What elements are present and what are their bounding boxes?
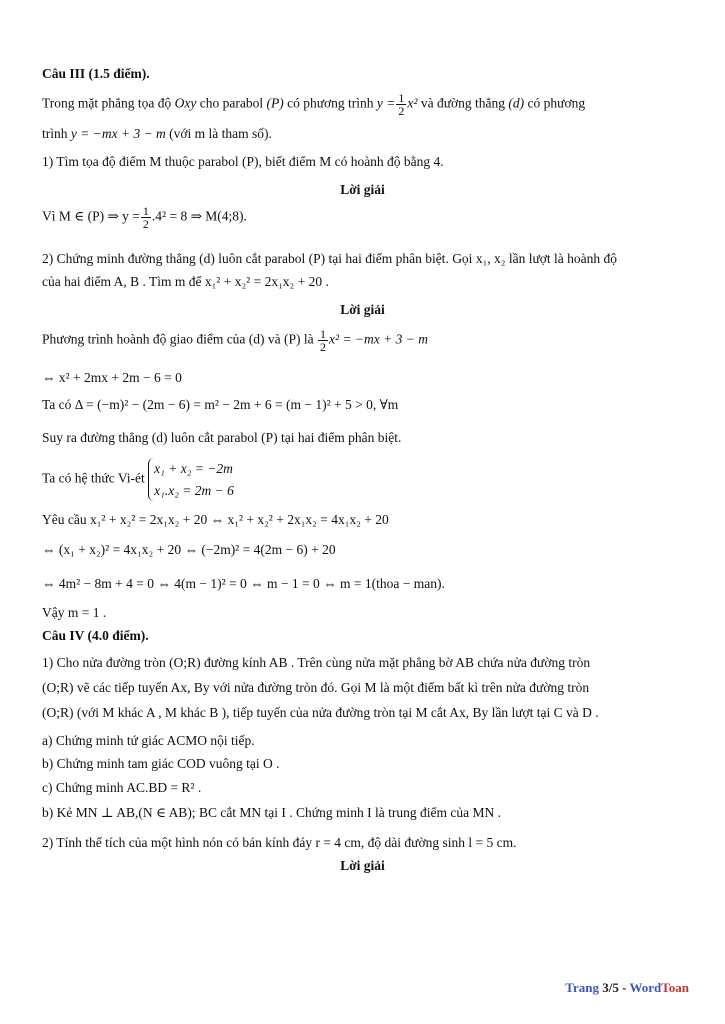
q3-intro-c: có phương trình	[287, 95, 374, 111]
q3-intro-d: và đường thẳng	[420, 95, 506, 111]
q4-line2: (O;R) vẽ các tiếp tuyến Ax, By với nửa đường tròn đó. Gọi M là một điểm bất kì trên nửa đường tròn	[42, 680, 590, 695]
q4-heading: Câu IV (4.0 điểm).	[42, 628, 149, 643]
solution-step-3: Ta có Δ = (−m)² − (2m − 6) = m² − 2m + 6 = (m − 1)² + 5 > 0, ∀m	[42, 397, 399, 412]
q3-intro-line1	[42, 92, 685, 117]
brand-toan: Toan	[661, 980, 689, 995]
q4-part-a: a) Chứng minh tứ giác ACMO nội tiếp.	[42, 733, 255, 748]
brand-word: Word	[629, 980, 662, 995]
solution-label: Lời giải	[340, 182, 385, 197]
solution-step-8: ⇔ 4m² − 8m + 4 = 0 ⇔ 4(m − 1)² = 0 ⇔ m − 1 = 0 ⇔ m = 1(thoa − man).	[42, 576, 445, 591]
q3-intro-e: có phương	[527, 95, 586, 111]
fraction-half: $\frac{1}{2}$	[320, 327, 327, 354]
q3-intro-p: (P)	[266, 95, 284, 111]
q3-intro-oxy: Oxy	[174, 95, 197, 111]
solution-label: Lời giải	[340, 858, 385, 873]
q4-line1: 1) Cho nửa đường tròn (O;R) đường kính AB . Trên cùng nửa mặt phẳng bờ AB chứa nửa đường tròn	[42, 655, 591, 670]
q3-intro-line2: trình y = −mx + 3 − m (với m là tham số).	[42, 126, 272, 141]
solution-step-1: Phương trình hoành độ giao điểm của (d) và (P) là $\frac{1}{2}$ x² = −mx + 3 − m	[42, 327, 429, 354]
q3-intro-eq-rhs: x²	[407, 95, 418, 111]
q4-part-b: b) Chứng minh tam giác COD vuông tại O .	[42, 756, 280, 771]
vieta-system: Ta có hệ thức Vi-ét x₁ + x₂ = −2m x₁.x₂ = 2m − 6	[42, 458, 685, 501]
page-footer: Trang 3/5 - WordToan	[565, 980, 689, 995]
equation-system: x₁ + x₂ = −2m x₁.x₂ = 2m − 6	[148, 458, 234, 501]
solution-label: Lời giải	[340, 302, 385, 317]
solution-step-6: Yêu cầu x₁² + x₂² = 2x₁x₂ + 20 ⇔ x₁² + x₂² + 2x₁x₂ = 4x₁x₂ + 20	[42, 512, 389, 527]
q4-part2: 2) Tính thể tích của một hình nón có bán kính đáy r = 4 cm, độ dài đường sinh l = 5 cm.	[42, 835, 517, 850]
solution-step-2: ⇔ x² + 2mx + 2m − 6 = 0	[42, 370, 182, 385]
q4-part-c: c) Chứng minh AC.BD = R² .	[42, 780, 202, 795]
q3-heading: Câu III (1.5 điểm).	[42, 66, 150, 81]
solution-conclusion: Vậy m = 1 .	[42, 605, 107, 620]
q3-part2-line1: 2) Chứng minh đường thẳng (d) luôn cắt parabol (P) tại hai điểm phân biệt. Gọi x₁, x₂ lần lượt là hoành độ	[42, 251, 618, 266]
q3-part1-solution: Vì M ∈ (P) ⇒ y = $\frac{1}{2}$ .4² = 8 ⇒ M(4;8).	[42, 204, 247, 231]
q3-part1: 1) Tìm tọa độ điểm M thuộc parabol (P), biết điểm M có hoành độ bằng 4.	[42, 154, 444, 169]
q3-intro-eq-lhs: y =	[376, 95, 396, 111]
q3-line-equation: y = −mx + 3 − m	[70, 126, 166, 141]
q3-intro-dline: (d)	[508, 95, 525, 111]
q4-line3: (O;R) (với M khác A , M khác B ), tiếp tuyến của nửa đường tròn tại M cắt Ax, By lần lượt tại C và D .	[42, 705, 599, 720]
q4-part-d: b) Kẻ MN ⊥ AB,(N ∈ AB); BC cắt MN tại I . Chứng minh I là trung điểm của MN .	[42, 805, 501, 820]
q3-intro-a: Trong mặt phẳng tọa độ	[42, 95, 172, 111]
fraction-half: $\frac{1}{2}$	[142, 204, 149, 231]
solution-step-4: Suy ra đường thẳng (d) luôn cắt parabol (P) tại hai điểm phân biệt.	[42, 430, 402, 445]
q3-part2-line2: của hai điểm A, B . Tìm m để x₁² + x₂² = 2x₁x₂ + 20 .	[42, 274, 329, 289]
solution-step-7: ⇔ (x₁ + x₂)² = 4x₁x₂ + 20 ⇔ (−2m)² = 4(2m − 6) + 20	[42, 542, 336, 557]
q3-intro-b: cho parabol	[199, 95, 264, 111]
page-number: 3/5	[602, 980, 619, 995]
fraction-half: $\frac{1}{2}$	[398, 91, 405, 118]
